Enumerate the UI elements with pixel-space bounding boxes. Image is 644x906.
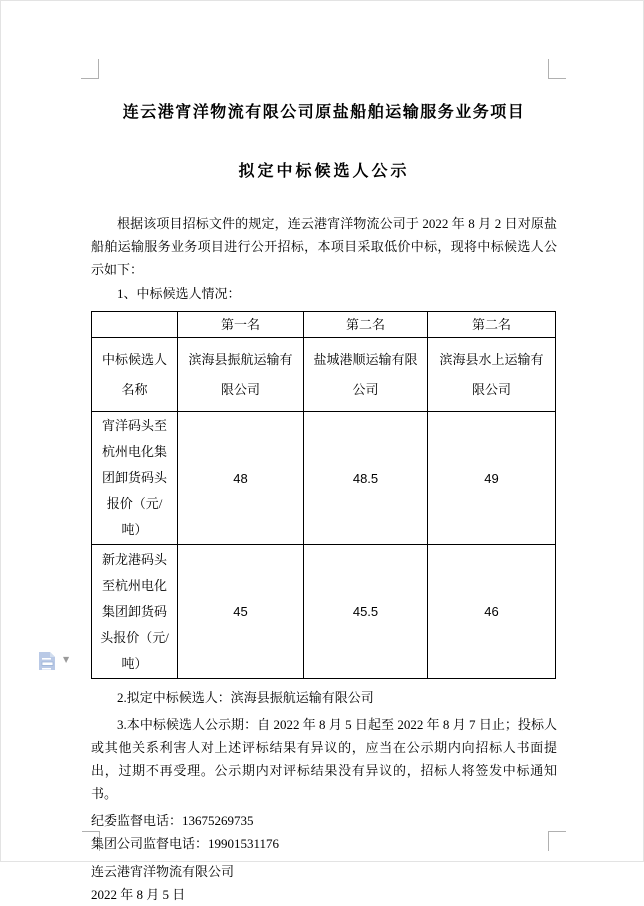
- row-label-price-xiaoyang: 宵洋码头至杭州电化集团卸货码头报价（元/吨）: [92, 412, 178, 545]
- table-header-row: [92, 312, 556, 338]
- table-header-cell-blank: [92, 312, 178, 338]
- list-item-1: 1、中标候选人情况：: [117, 286, 241, 301]
- row-label-price-xinlonggang: 新龙港码头至杭州电化集团卸货码头报价（元/吨）: [92, 545, 178, 679]
- price-xiaoyang-candidate-1: 48: [178, 412, 304, 545]
- signature-date: 2022 年 8 月 5 日: [91, 887, 186, 902]
- price-xinlonggang-candidate-1: 45: [178, 545, 304, 679]
- table-header-cell-second-place: 第二名: [304, 312, 428, 338]
- paste-options-icon[interactable]: [37, 649, 57, 677]
- list-item-3: 3.本中标候选人公示期：自 2022 年 8 月 5 日起至 2022 年 8 月 7 日止；投标人或其他关系利害人对上述评标结果有异议的，应当在公示期内向招标人书面提出，过期不再受理。公示期内对评标结果没有异议的，招标人将签发中标通知书。: [91, 717, 557, 801]
- paste-options-button[interactable]: [37, 649, 69, 677]
- candidate-3-name: 滨海县水上运输有限公司: [428, 338, 556, 412]
- price-xinlonggang-candidate-2: 45.5: [304, 545, 428, 679]
- doc-title: 连云港宵洋物流有限公司原盐船舶运输服务业务项目: [122, 104, 526, 121]
- row-label-candidate-name: 中标候选人名称: [92, 338, 178, 412]
- margin-crop-mark-top-right: [548, 59, 566, 79]
- chevron-down-icon[interactable]: ▼: [63, 655, 70, 664]
- candidates-table: [91, 311, 556, 679]
- candidate-2-name: 盐城港顺运输有限公司: [304, 338, 428, 412]
- candidate-1-name: 滨海县振航运输有限公司: [178, 338, 304, 412]
- price-xinlonggang-candidate-3: 46: [428, 545, 556, 679]
- table-row-price-xinlonggang-wharf: [92, 545, 556, 679]
- list-item-2: 2.拟定中标候选人：滨海县振航运输有限公司: [117, 690, 374, 705]
- group-supervision-phone: 集团公司监督电话：19901531176: [91, 836, 280, 851]
- table-header-cell-first-place: 第一名: [178, 312, 304, 338]
- table-row-candidate-names: [92, 338, 556, 412]
- price-xiaoyang-candidate-3: 49: [428, 412, 556, 545]
- doc-subtitle: 拟定中标候选人公示: [238, 163, 410, 180]
- table-header-cell-third-place: 第二名: [428, 312, 556, 338]
- discipline-supervision-phone: 纪委监督电话：13675269735: [91, 813, 254, 828]
- margin-crop-mark-top-left: [81, 59, 99, 79]
- table-row-price-xiaoyang-wharf: [92, 412, 556, 545]
- intro-paragraph: 根据该项目招标文件的规定，连云港宵洋物流公司于 2022 年 8 月 2 日对原盐船舶运输服务业务项目进行公开招标，本项目采取低价中标，现将中标候选人公示如下：: [91, 216, 557, 277]
- document-content: [91, 89, 557, 906]
- price-xiaoyang-candidate-2: 48.5: [304, 412, 428, 545]
- signature-company: 连云港宵洋物流有限公司: [91, 864, 235, 879]
